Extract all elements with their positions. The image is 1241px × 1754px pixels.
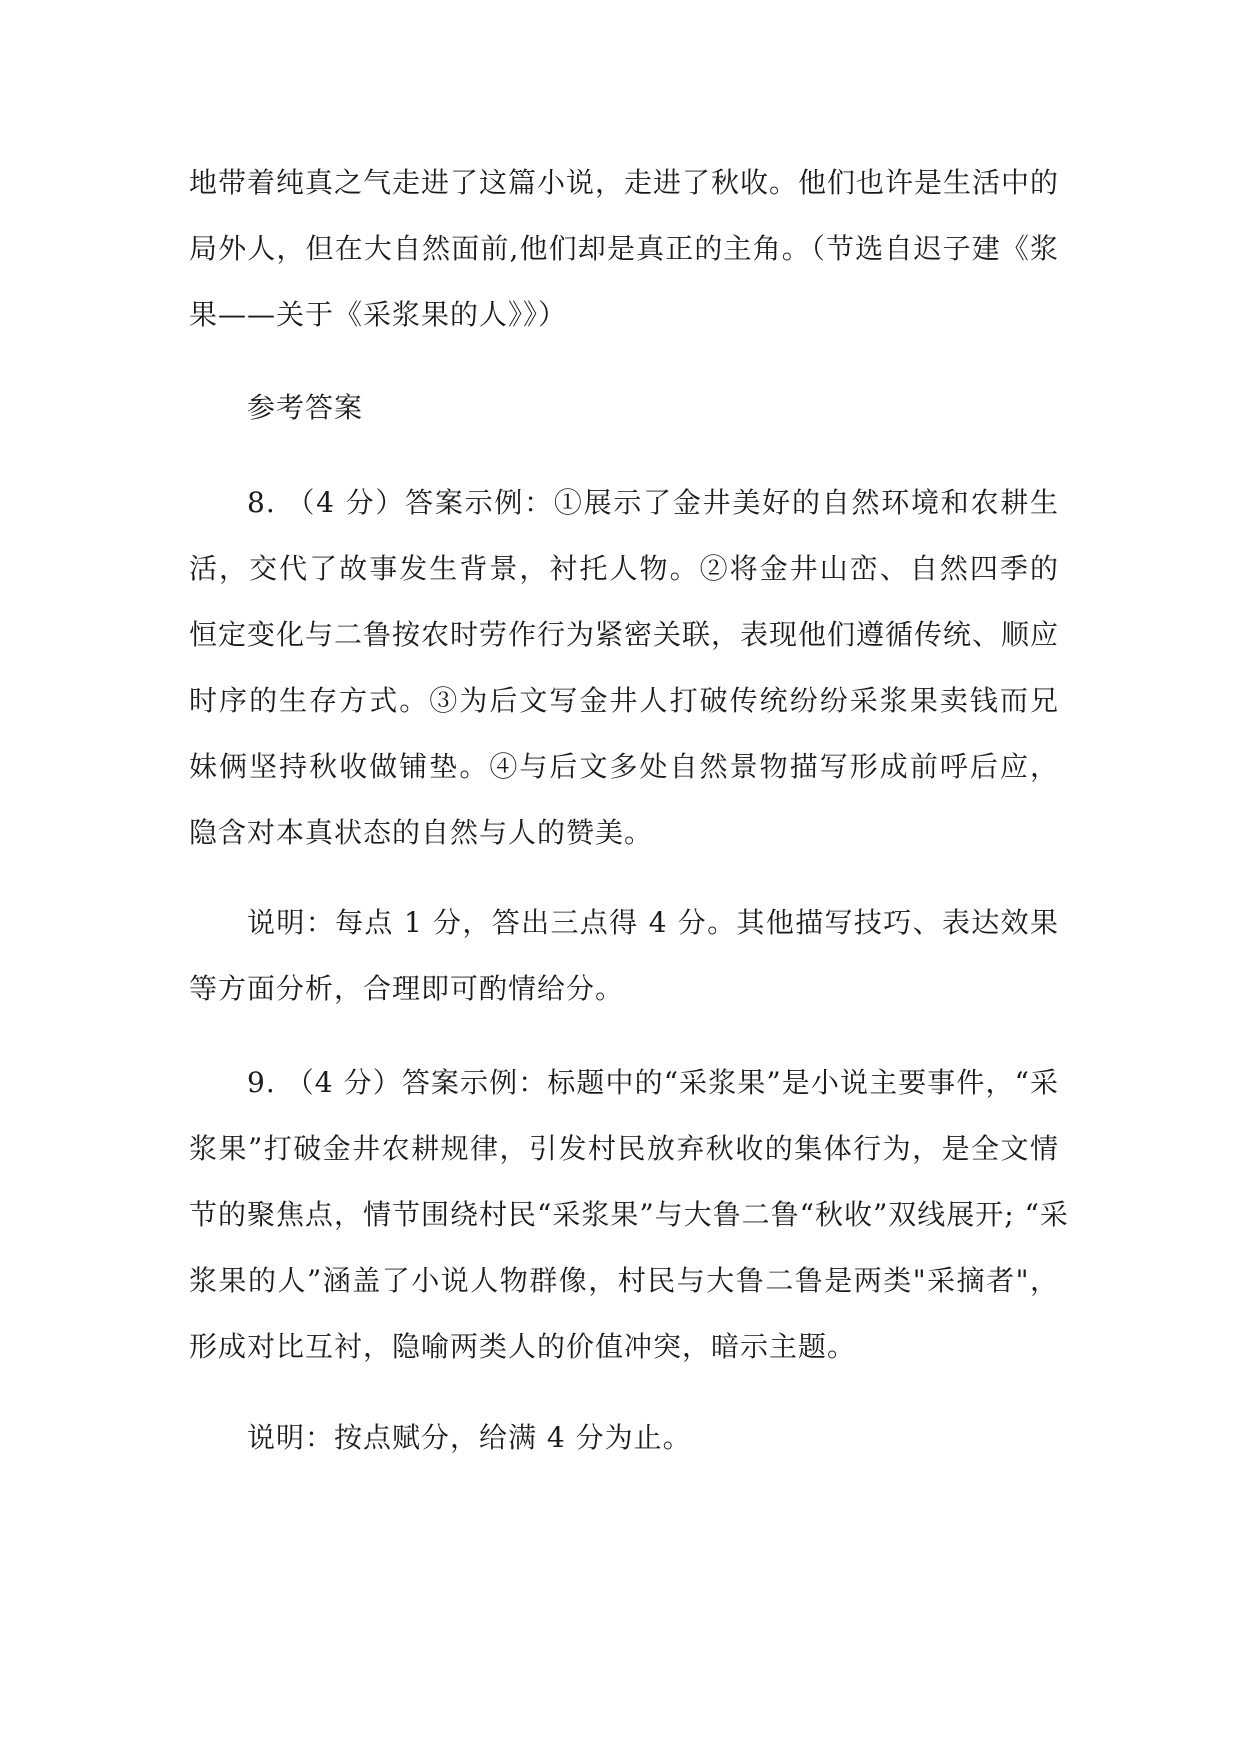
answer-8-paragraph — [189, 470, 1059, 866]
answer-8-line: 时序的生存方式。③为后文写金井人打破传统纷纷采浆果卖钱而兄 — [189, 684, 1059, 717]
note-8-line: 等方面分析，合理即可酌情给分。 — [189, 972, 625, 1005]
note-8-paragraph — [189, 890, 1059, 1022]
answer-8-line: 隐含对本真状态的自然与人的赞美。 — [189, 816, 654, 849]
answer-9-line: 形成对比互衬，隐喻两类人的价值冲突，暗示主题。 — [189, 1330, 857, 1363]
answer-9-line: 9. （4 分）答案示例：标题中的“采浆果”是小说主要事件，“采 — [247, 1066, 1059, 1099]
intro-paragraph — [189, 150, 1059, 348]
intro-line: 地带着纯真之气走进了这篇小说，走进了秋收。他们也许是生活中的 — [189, 166, 1060, 199]
answer-9-line: 浆果的人”涵盖了小说人物群像，村民与大鲁二鲁是两类"采摘者"， — [189, 1264, 1059, 1297]
answer-8-line: 妹俩坚持秋收做铺垫。④与后文多处自然景物描写形成前呼后应， — [189, 750, 1059, 783]
note-9-paragraph — [189, 1405, 1059, 1471]
answer-9-line: 浆果”打破金井农耕规律，引发村民放弃秋收的集体行为，是全文情 — [189, 1132, 1059, 1165]
note-9-line: 说明：按点赋分，给满 4 分为止。 — [247, 1421, 692, 1454]
answer-heading: 参考答案 — [247, 391, 364, 424]
intro-line: 果——关于《采浆果的人》》） — [189, 298, 568, 331]
answer-9-paragraph — [189, 1050, 1069, 1380]
answer-9-line: 节的聚焦点，情节围绕村民“采浆果”与大鲁二鲁“秋收”双线展开; “采 — [189, 1198, 1069, 1231]
answer-8-line: 8. （4 分）答案示例：①展示了金井美好的自然环境和农耕生 — [247, 486, 1059, 519]
answer-heading-paragraph — [189, 375, 1059, 441]
intro-line: 局外人，但在大自然面前,他们却是真正的主角。（节选自迟子建《浆 — [189, 232, 1059, 265]
answer-8-line: 恒定变化与二鲁按农时劳作行为紧密关联，表现他们遵循传统、顺应 — [189, 618, 1060, 651]
answer-8-line: 活，交代了故事发生背景，衬托人物。②将金井山峦、自然四季的 — [189, 552, 1059, 585]
note-8-line: 说明：每点 1 分，答出三点得 4 分。其他描写技巧、表达效果 — [247, 906, 1059, 939]
